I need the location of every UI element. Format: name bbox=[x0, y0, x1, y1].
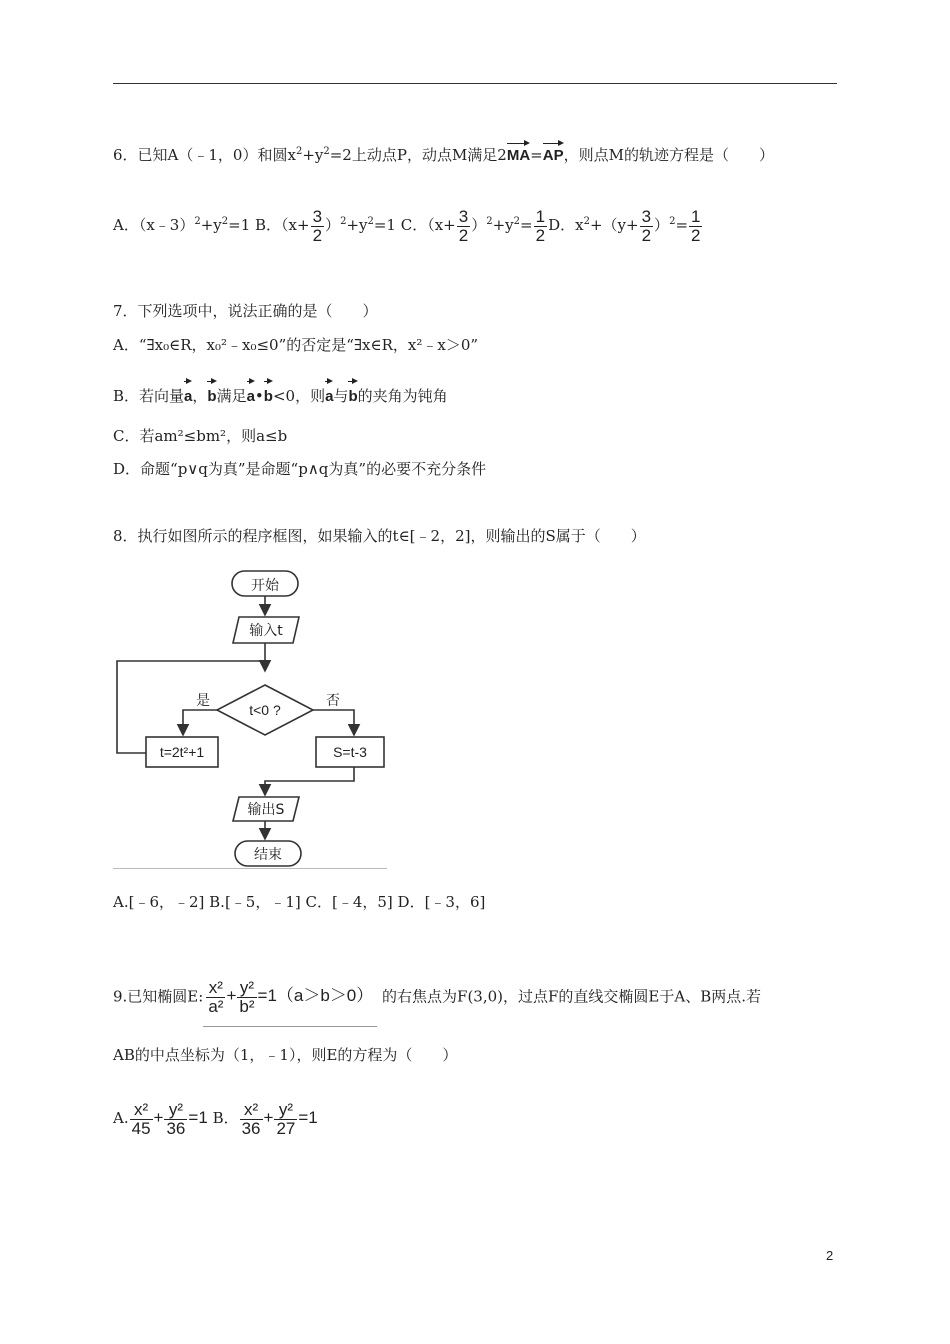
flow-input-label: 输入t bbox=[249, 623, 283, 639]
vector-b: b bbox=[207, 378, 216, 410]
header-rule bbox=[113, 83, 837, 84]
flow-assign-t-label: t=2t²+1 bbox=[159, 744, 205, 760]
page-number: 2 bbox=[826, 1248, 834, 1263]
vector-b: b bbox=[348, 378, 357, 410]
vector-a: a bbox=[247, 378, 255, 410]
q8-options: A.[﹣6，﹣2] B.[﹣5，﹣1] C．[﹣4，5] D．[﹣3，6] bbox=[113, 893, 486, 911]
vector-ap: AP bbox=[543, 140, 564, 166]
q9-stem: 9.已知椭圆E: $\frac{\text{x²}}{\text{a²}}$ + $\frac{\text{y²}}{\text{b²}}$ =1（a＞b＞0） 的右焦点为F(3,0)，过点F的直线交椭圆E于A、B两点.若 bbox=[113, 968, 761, 1027]
q9-options: A. $\frac{\text{x²}}{45}$ + $\frac{\text{y²}}{36}$ =1 B． $\frac{\text{x²}}{36}$ + $\frac{\text{y²}}{27}$ =1 bbox=[113, 1099, 318, 1138]
q7-option-c: C．若am²≤bm²，则a≤b bbox=[113, 427, 288, 445]
vector-ma: MA bbox=[507, 140, 530, 166]
figure-divider bbox=[113, 868, 387, 869]
q7-option-b: B．若向量a，b满足a•b<0，则a与b的夹角为钝角 bbox=[113, 378, 448, 410]
q7-option-a: A．“∃x₀∈R，x₀²﹣x₀≤0”的否定是“∃x∈R，x²﹣x＞0” bbox=[113, 336, 479, 354]
q8-stem: 8．执行如图所示的程序框图，如果输入的t∈[﹣2，2]，则输出的S属于（ ） bbox=[113, 527, 646, 545]
q9-stem-cont: AB的中点坐标为（1，﹣1），则E的方程为（ ） bbox=[113, 1046, 458, 1064]
flowchart bbox=[113, 563, 387, 869]
fraction: $\frac{3}{2}$ bbox=[312, 206, 323, 245]
flow-output-label: 输出S bbox=[247, 802, 285, 818]
flow-yes-label: 是 bbox=[196, 693, 210, 709]
fraction: $\frac{1}{2}$ bbox=[535, 206, 546, 245]
q7-stem: 7．下列选项中，说法正确的是（ ） bbox=[113, 302, 378, 320]
flow-assign-s-label: S=t-3 bbox=[333, 744, 367, 760]
flow-no-label: 否 bbox=[326, 693, 340, 709]
q6-stem: 6．已知A（﹣1，0）和圆$x^2+y^2=2$上动点P，动点M满足2MA=AP，则点M的轨迹方程是（ ） bbox=[113, 140, 774, 166]
fraction: $\frac{3}{2}$ bbox=[458, 206, 469, 245]
fraction: $\frac{3}{2}$ bbox=[641, 206, 652, 245]
flow-end-label: 结束 bbox=[254, 847, 282, 863]
vector-a: a bbox=[184, 378, 192, 410]
q7-option-d: D．命题“p∨q为真”是命题“p∧q为真”的必要不充分条件 bbox=[113, 460, 487, 478]
vector-b: b bbox=[264, 378, 273, 410]
flow-start-label: 开始 bbox=[251, 578, 279, 594]
fraction: $\frac{1}{2}$ bbox=[691, 206, 701, 245]
flow-cond-label: t<0 ? bbox=[249, 702, 281, 718]
q6-options: A．$(x﹣3)^2+y^2=1$ B．（x+ $\frac{3}{2}$ ）$^2+y^2=1$ C．（x+ $\frac{3}{2}$ ）$^2+y^2=$ $\frac{1}{2}$ D．$x^2+(y+$ $\frac{3}{2}$ ）$^2$= $\frac{1}{2}$ bbox=[113, 206, 701, 245]
vector-a: a bbox=[325, 378, 333, 410]
ellipse-equation: $\frac{\text{x²}}{\text{a²}}$ + $\frac{\text{y²}}{\text{b²}}$ =1（a＞b＞0） bbox=[203, 968, 377, 1027]
